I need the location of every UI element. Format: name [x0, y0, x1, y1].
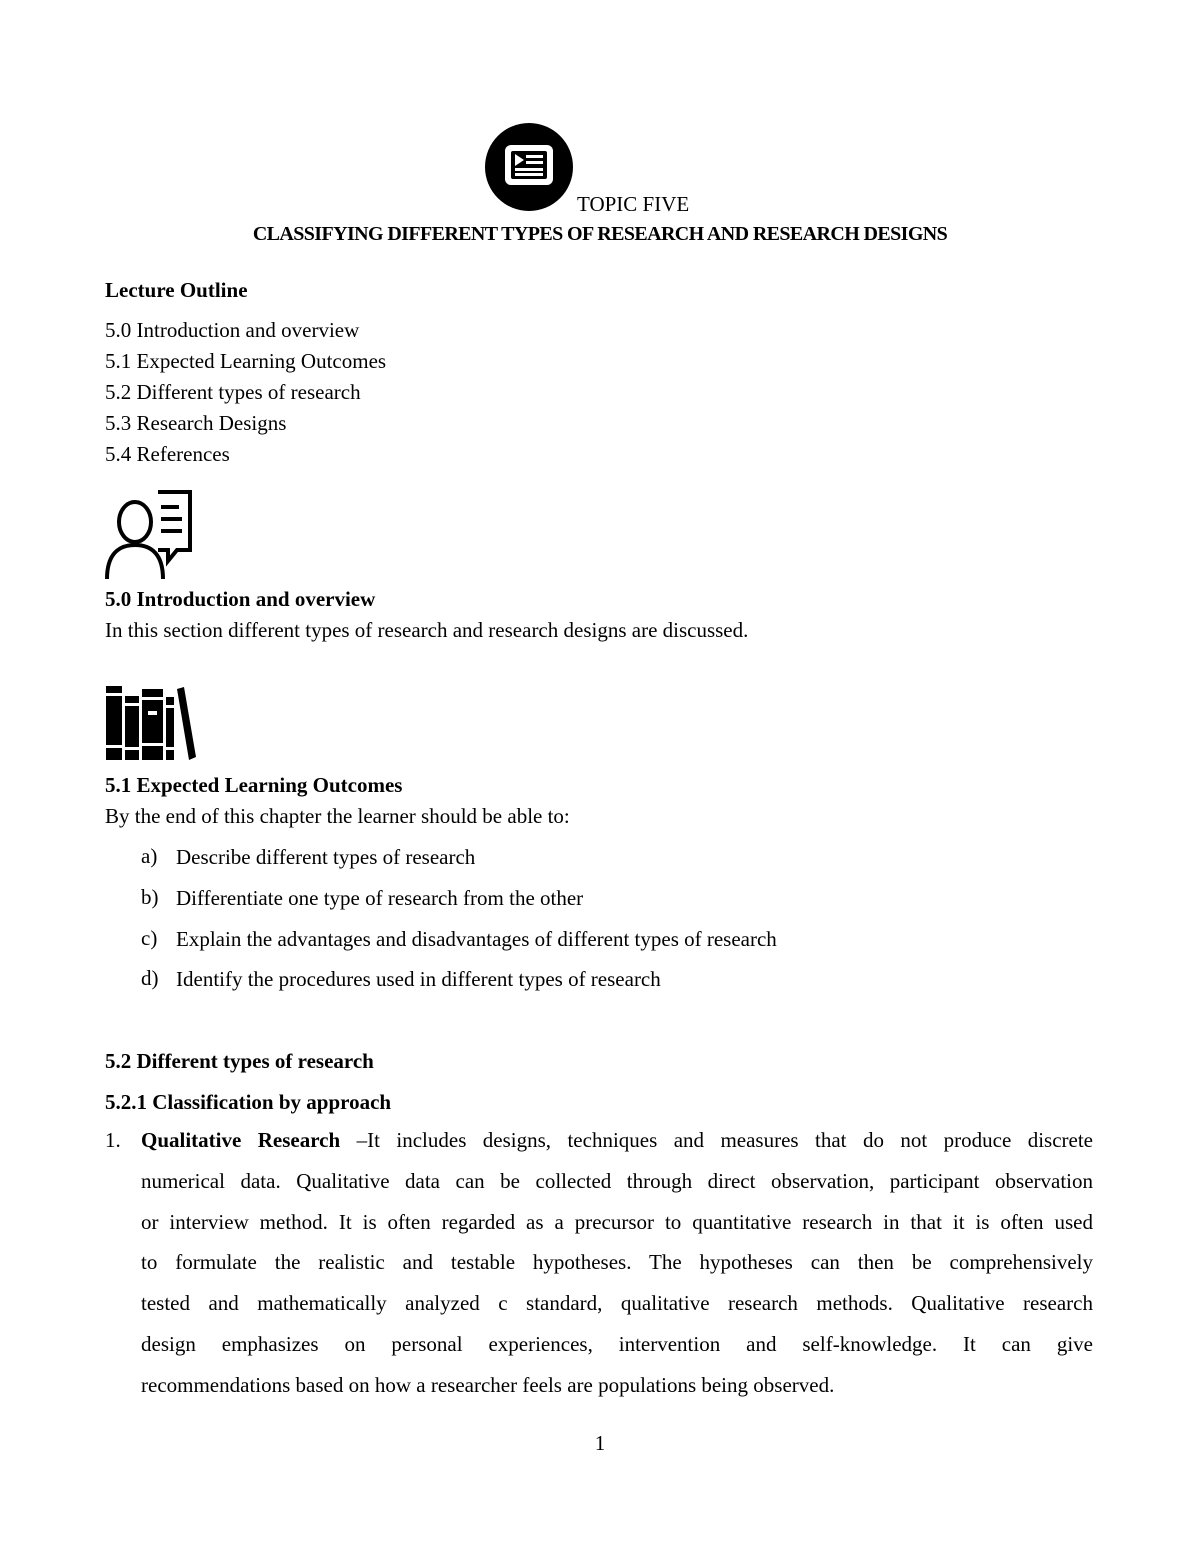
intro-heading: 5.0 Introduction and overview: [105, 587, 376, 611]
list-item: Differentiate one type of research from the other: [176, 886, 584, 910]
outcomes-heading: 5.1 Expected Learning Outcomes: [105, 773, 403, 797]
outline-item: 5.3 Research Designs: [105, 411, 287, 435]
intro-body: In this section different types of research and research designs are discussed.: [105, 618, 749, 642]
paragraph-line: recommendations based on how a researcher feels are populations being observed.: [141, 1372, 835, 1397]
list-item-marker: b): [141, 885, 159, 909]
qualitative-research-term: Qualitative Research: [141, 1128, 341, 1152]
list-item: Explain the advantages and disadvantages of different types of research: [176, 927, 777, 951]
paragraph-line: to formulate the realistic and testable hypotheses. The hypotheses can then be comprehensively: [141, 1250, 1093, 1275]
types-subheading: 5.2.1 Classification by approach: [105, 1090, 392, 1114]
paragraph-line: design emphasizes on personal experiences, intervention and self-knowledge. It can give: [141, 1331, 1093, 1356]
topic-label: TOPIC FIVE: [577, 192, 690, 216]
numbered-item-marker: 1.: [105, 1128, 121, 1152]
paragraph-line: or interview method. It is often regarded as a precursor to quantitative research in that it is often used: [141, 1209, 1093, 1234]
page-number: 1: [594, 1431, 606, 1455]
outline-heading: Lecture Outline: [105, 278, 248, 302]
paragraph-line-text: –It includes designs, techniques and measures that do not produce discrete: [340, 1128, 1094, 1152]
outline-item: 5.4 References: [105, 442, 230, 466]
outline-item: 5.1 Expected Learning Outcomes: [105, 349, 387, 373]
books-icon: [104, 683, 196, 763]
list-item-marker: a): [141, 844, 158, 868]
speaker-icon: [104, 489, 194, 581]
list-item: Describe different types of research: [176, 845, 476, 869]
outcomes-lead: By the end of this chapter the learner should be able to:: [105, 804, 570, 828]
presentation-icon: [484, 122, 574, 212]
document-title: CLASSIFYING DIFFERENT TYPES OF RESEARCH AND RESEARCH DESIGNS: [252, 223, 948, 245]
outline-item: 5.0 Introduction and overview: [105, 318, 360, 342]
list-item: Identify the procedures used in different types of research: [176, 967, 661, 991]
paragraph-line: [141, 1120, 1093, 1161]
list-item-marker: d): [141, 966, 159, 990]
types-heading: 5.2 Different types of research: [105, 1049, 374, 1073]
paragraph-line: numerical data. Qualitative data can be collected through direct observation, participant observation: [141, 1168, 1093, 1193]
list-item-marker: c): [141, 926, 158, 950]
paragraph-line: tested and mathematically analyzed c standard, qualitative research methods. Qualitative research: [141, 1291, 1093, 1316]
qualitative-research-paragraph: [141, 1120, 1093, 1406]
outline-item: 5.2 Different types of research: [105, 380, 361, 404]
